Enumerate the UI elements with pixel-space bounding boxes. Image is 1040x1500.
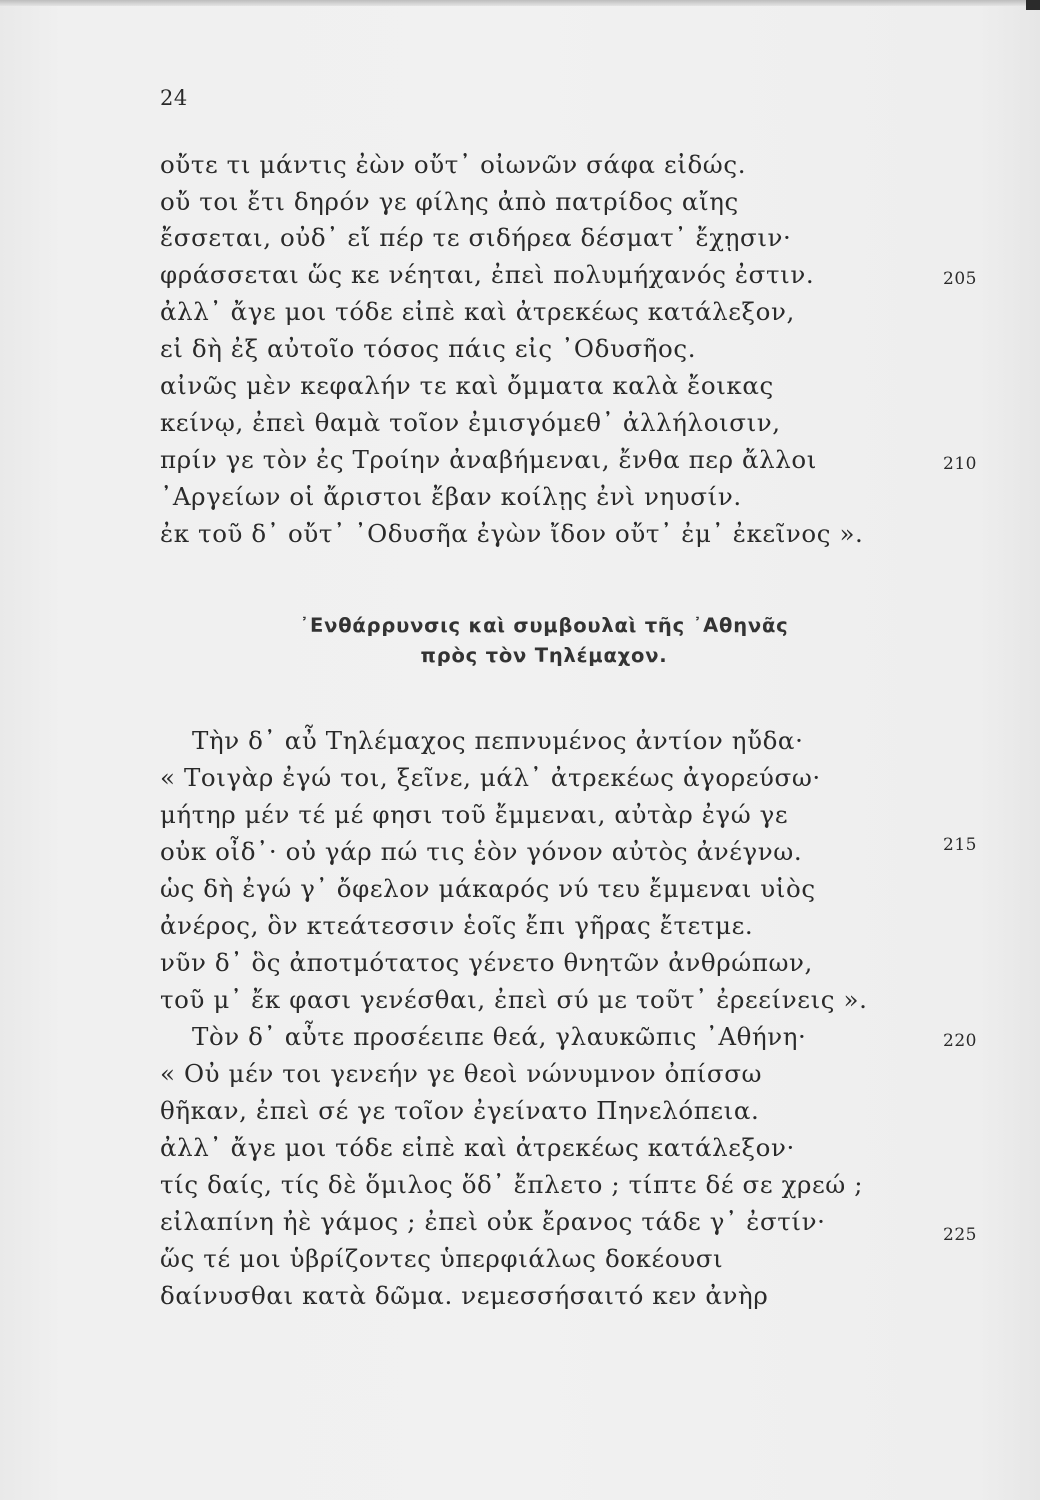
verse-line: δαίνυσθαι κατὰ δῶμα. νεμεσσήσαιτό κεν ἀνὴρ [160, 1281, 769, 1310]
verse-line: αἰνῶς μὲν κεφαλήν τε καὶ ὄμματα καλὰ ἔοικας [160, 371, 774, 400]
verse-number: 205 [943, 269, 977, 289]
verse-line: ἔσσεται, οὐδ᾽ εἴ πέρ τε σιδήρεα δέσματ᾽ ἔχῃσιν· [160, 223, 792, 252]
verse-line: ὥς τέ μοι ὑβρίζοντες ὑπερφιάλως δοκέουσι [160, 1244, 724, 1273]
verse-line: εἰ δὴ ἐξ αὐτοῖο τόσος πάις εἰς ᾽Οδυσῆος. [160, 334, 697, 363]
verse-line: ἐκ τοῦ δ᾽ οὔτ᾽ ᾽Οδυσῆα ἐγὼν ἴδον οὔτ᾽ ἐμ᾽ ἐκεῖνος ». [160, 519, 864, 548]
verse-number: 215 [943, 835, 977, 855]
scan-top-edge [0, 0, 1040, 6]
verse-line: κείνῳ, ἐπεὶ θαμὰ τοῖον ἐμισγόμεθ᾽ ἀλλήλοισιν, [160, 408, 781, 437]
verse-line: φράσσεται ὥς κε νέηται, ἐπεὶ πολυμήχανός ἐστιν. [160, 260, 815, 289]
verse-number: 225 [943, 1225, 977, 1245]
verse-line: τοῦ μ᾽ ἔκ φασι γενέσθαι, ἐπεὶ σύ με τοῦτ᾽ ἐρεείνεις ». [160, 985, 868, 1014]
verse-line: ᾽Αργείων οἱ ἄριστοι ἔβαν κοίλῃς ἐνὶ νηυσίν. [160, 482, 742, 511]
verse-number: 220 [943, 1031, 977, 1051]
verse-line: ὡς δὴ ἐγώ γ᾽ ὄφελον μάκαρός νύ τευ ἔμμεναι υἱὸς [160, 874, 816, 903]
verse-line: οὔ τοι ἔτι δηρόν γε φίλης ἀπὸ πατρίδος αἴης [160, 187, 739, 216]
verse-line: « Οὐ μέν τοι γενεήν γε θεοὶ νώνυμνον ὀπίσσω [160, 1059, 763, 1088]
verse-line: ἀλλ᾽ ἄγε μοι τόδε εἰπὲ καὶ ἀτρεκέως κατάλεξον· [160, 1133, 795, 1162]
verse-line: οὐκ οἶδ᾽· οὐ γάρ πώ τις ἑὸν γόνον αὐτὸς ἀνέγνω. [160, 837, 803, 866]
verse-number: 210 [943, 454, 977, 474]
verse-line: νῦν δ᾽ ὃς ἀποτμότατος γένετο θνητῶν ἀνθρώπων, [160, 948, 813, 977]
verse-line: Τὸν δ᾽ αὖτε προσέειπε θεά, γλαυκῶπις ᾽Αθήνη· [192, 1022, 807, 1051]
verse-line: Τὴν δ᾽ αὖ Τηλέμαχος πεπνυμένος ἀντίον ηὔδα· [192, 726, 804, 755]
verse-line: μήτηρ μέν τέ μέ φησι τοῦ ἔμμεναι, αὐτὰρ ἐγώ γε [160, 800, 789, 829]
verse-line: πρίν γε τὸν ἐς Τροίην ἀναβήμεναι, ἔνθα περ ἄλλοι [160, 445, 817, 474]
verse-line: ἀλλ᾽ ἄγε μοι τόδε εἰπὲ καὶ ἀτρεκέως κατάλεξον, [160, 297, 795, 326]
verse-line: εἰλαπίνη ἠὲ γάμος ; ἐπεὶ οὐκ ἔρανος τάδε γ᾽ ἐστίν· [160, 1207, 826, 1236]
verse-line: οὔτε τι μάντις ἐὼν οὔτ᾽ οἰωνῶν σάφα εἰδώς. [160, 150, 747, 179]
section-heading-line: ᾽Ενθάρρυνσις καὶ συμβουλαὶ τῆς ᾽Αθηνᾶς [299, 614, 789, 637]
page-number: 24 [160, 86, 188, 110]
scan-corner-mark [1026, 0, 1040, 10]
verse-line: θῆκαν, ἐπεὶ σέ γε τοῖον ἐγείνατο Πηνελόπεια. [160, 1096, 760, 1125]
section-heading-line: πρὸς τὸν Τηλέμαχον. [420, 644, 668, 667]
verse-line: ἀνέρος, ὃν κτεάτεσσιν ἑοῖς ἔπι γῆρας ἔτετμε. [160, 911, 754, 940]
verse-line: τίς δαίς, τίς δὲ ὅμιλος ὅδ᾽ ἔπλετο ; τίπτε δέ σε χρεώ ; [160, 1170, 864, 1199]
verse-line: « Τοιγὰρ ἐγώ τοι, ξεῖνε, μάλ᾽ ἀτρεκέως ἀγορεύσω· [160, 763, 821, 792]
